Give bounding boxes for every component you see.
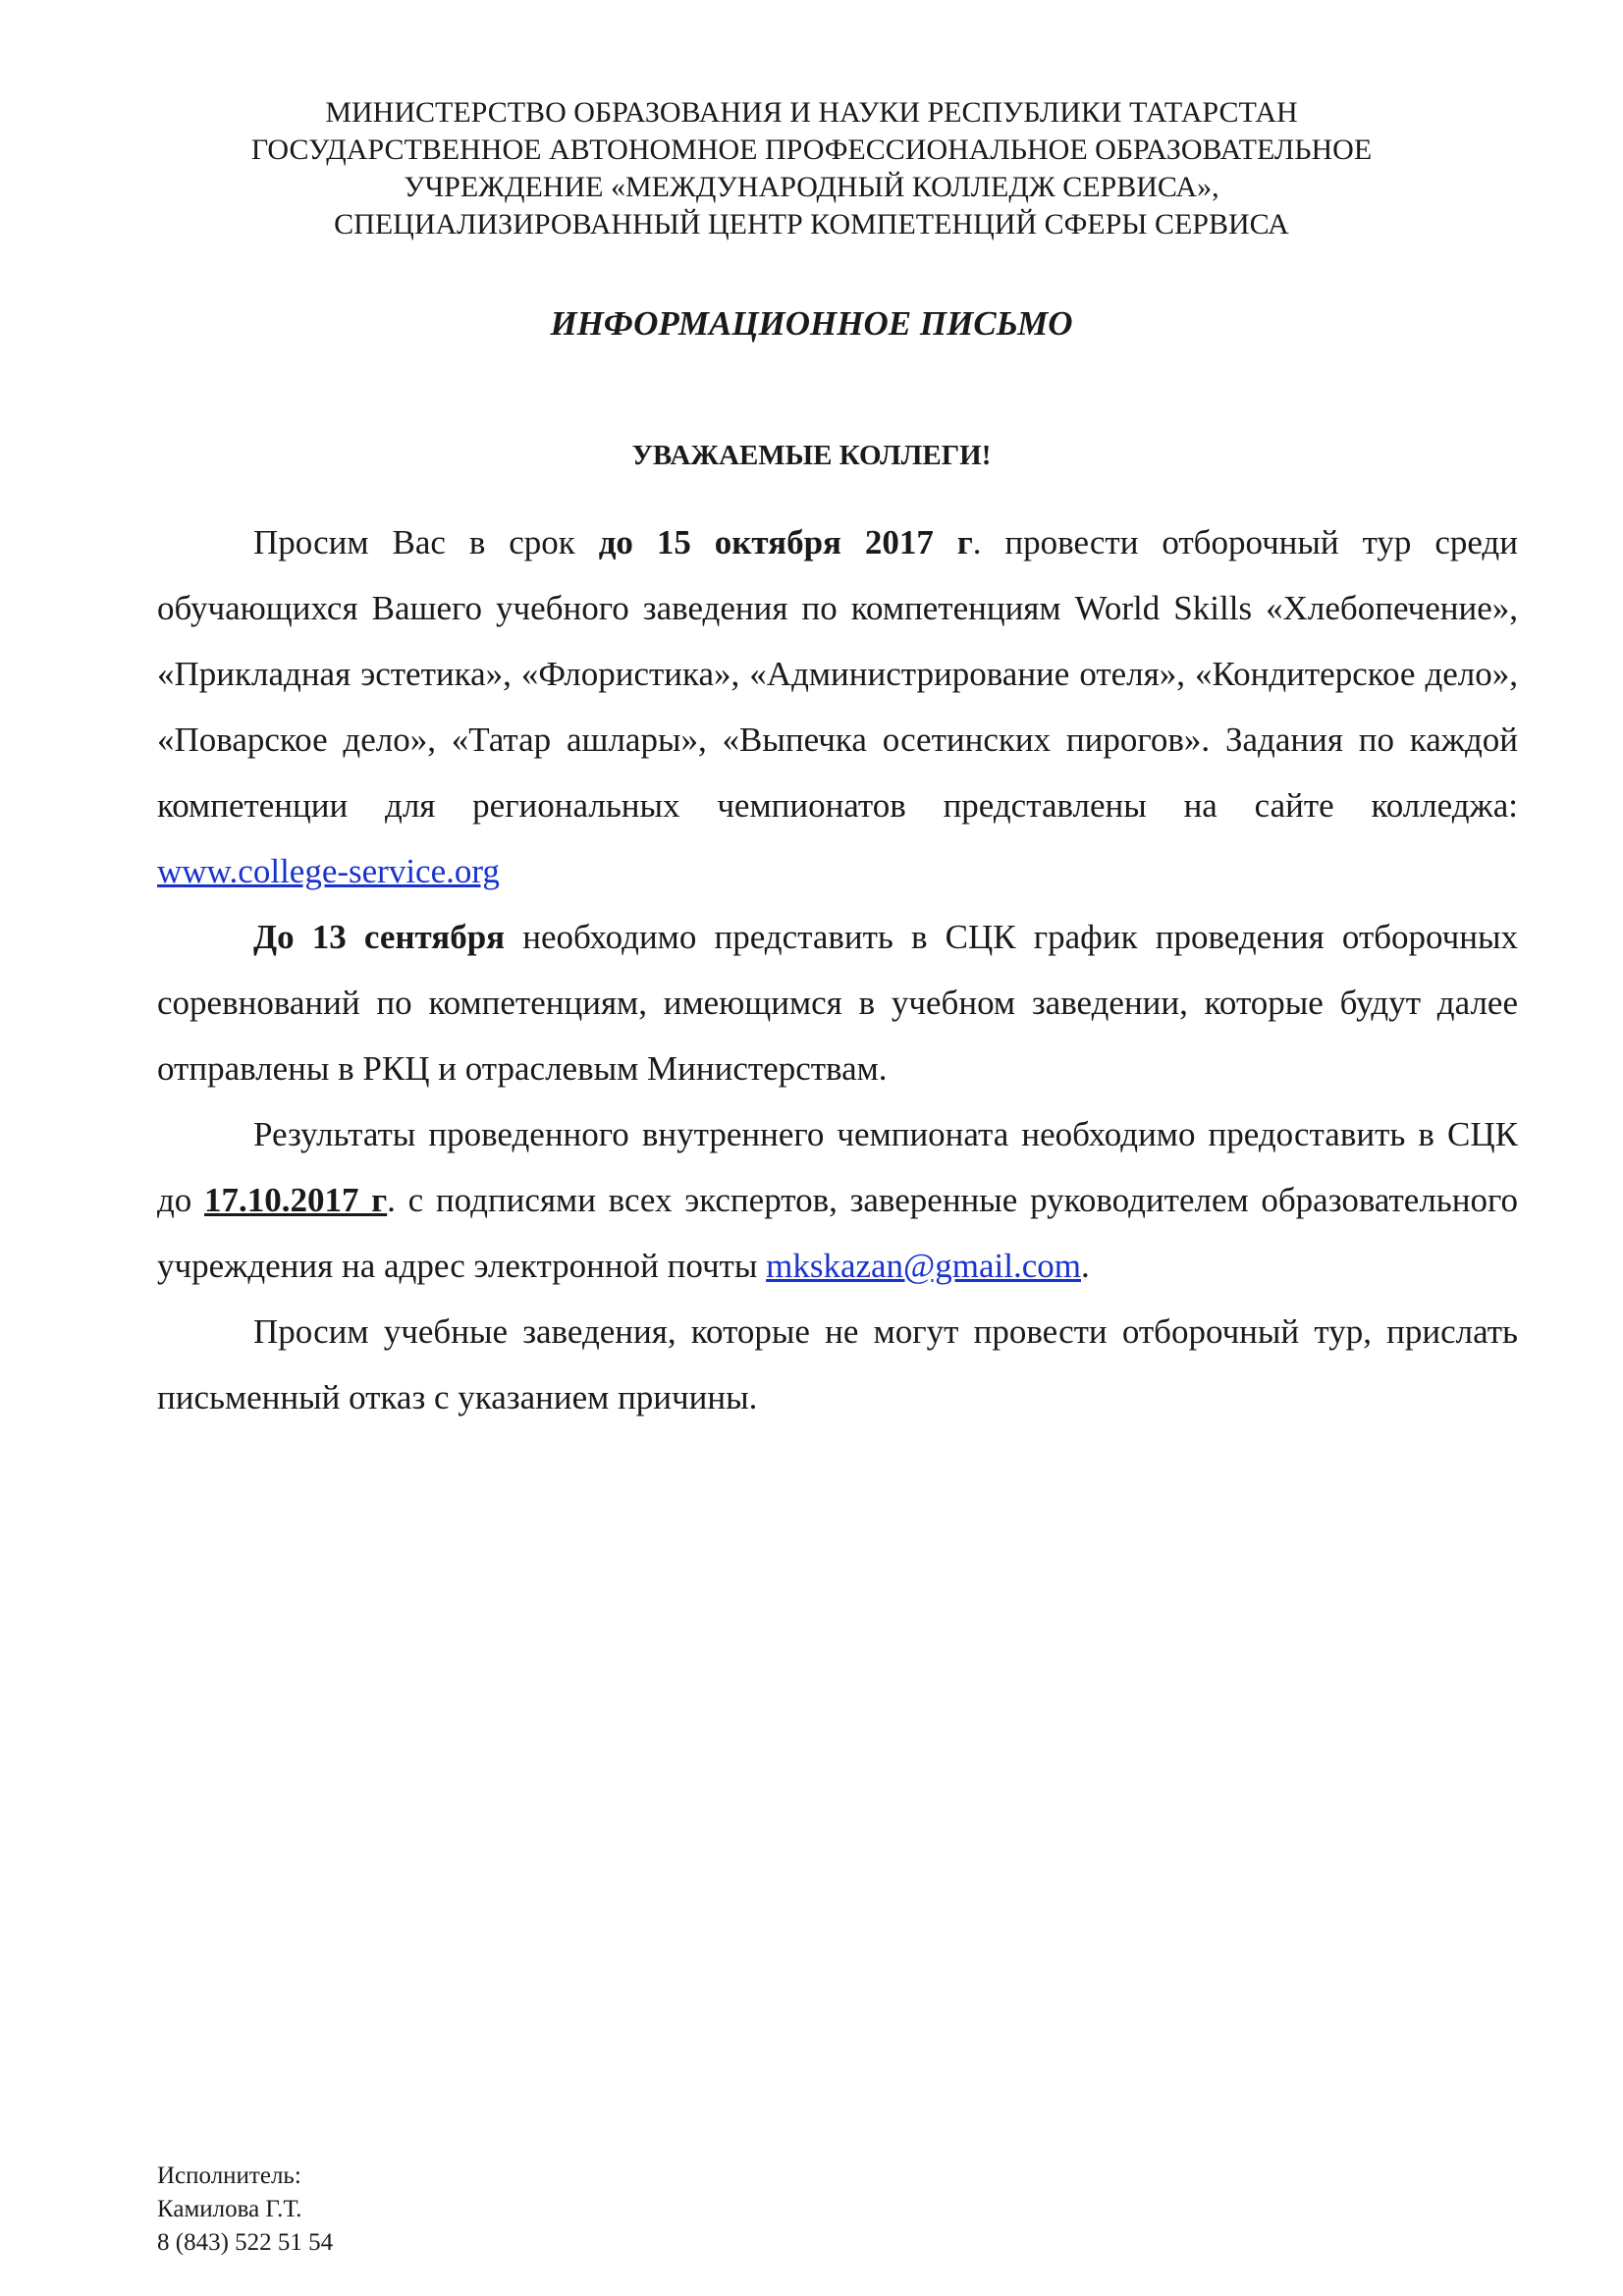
header-line-ministry: МИНИСТЕРСТВО ОБРАЗОВАНИЯ И НАУКИ РЕСПУБЛИКИ ТАТАРСТАН [325, 96, 1298, 129]
paragraph-text: . провести отборочный тур среди обучающихся Вашего учебного заведения по компетенциям World Skills «Хлебопечение», «Прикладная эстетика», «Флористика», «Администрирование отеля», «Кондитерское дело», «Поварское дело», «Татар ашлары», «Выпечка осетинских пирогов». Задания по каждой компетенции для региональных чемпионатов представлены на сайте колледжа: [157, 523, 1518, 825]
deadline-bold: до 15 октября 2017 г [598, 523, 973, 561]
executor-role: Исполнитель: [157, 2163, 301, 2189]
paragraph-refusal [157, 1299, 1518, 1430]
paragraph-text: Просим учебные заведения, которые не могут провести отборочный тур, прислать письменный отказ с указанием причины. [157, 1312, 1518, 1416]
college-website-link[interactable]: www.college-service.org [157, 852, 500, 890]
letter-body [157, 509, 1518, 1430]
header-line-center: СПЕЦИАЛИЗИРОВАННЫЙ ЦЕНТР КОМПЕТЕНЦИЙ СФЕРЫ СЕРВИСА [334, 208, 1289, 240]
organization-header [147, 94, 1476, 243]
executor-name: Камилова Г.Т. [157, 2196, 302, 2222]
executor-footer [157, 2160, 333, 2260]
paragraph-text: . с подписями всех экспертов, заверенные руководителем образовательного учреждения на адрес электронной почты [157, 1181, 1518, 1285]
paragraph-text: необходимо представить в СЦК график проведения отборочных соревнований по компетенциям, имеющимся в учебном заведении, которые будут далее отправлены в РКЦ и отраслевым Министерствам. [157, 918, 1518, 1088]
paragraph-text: Просим Вас в срок [253, 523, 599, 561]
schedule-deadline-bold: До 13 сентября [253, 918, 506, 956]
email-link[interactable]: mkskazan@gmail.com [766, 1247, 1082, 1285]
paragraph-results [157, 1101, 1518, 1299]
paragraph-text: Результаты проведенного внутреннего чемпионата необходимо предоставить в СЦК до [157, 1115, 1518, 1219]
paragraph-request [157, 509, 1518, 904]
paragraph-schedule [157, 904, 1518, 1101]
document-title: ИНФОРМАЦИОННОЕ ПИСЬМО [550, 304, 1073, 343]
header-line-institution-name: УЧРЕЖДЕНИЕ «МЕЖДУНАРОДНЫЙ КОЛЛЕДЖ СЕРВИСА», [404, 171, 1219, 203]
executor-phone: 8 (843) 522 51 54 [157, 2229, 334, 2256]
paragraph-text: . [1081, 1247, 1090, 1285]
header-line-institution-type: ГОСУДАРСТВЕННОЕ АВТОНОМНОЕ ПРОФЕССИОНАЛЬНОЕ ОБРАЗОВАТЕЛЬНОЕ [250, 133, 1373, 166]
results-deadline: 17.10.2017 г [204, 1181, 388, 1219]
salutation: УВАЖАЕМЫЕ КОЛЛЕГИ! [631, 440, 992, 471]
